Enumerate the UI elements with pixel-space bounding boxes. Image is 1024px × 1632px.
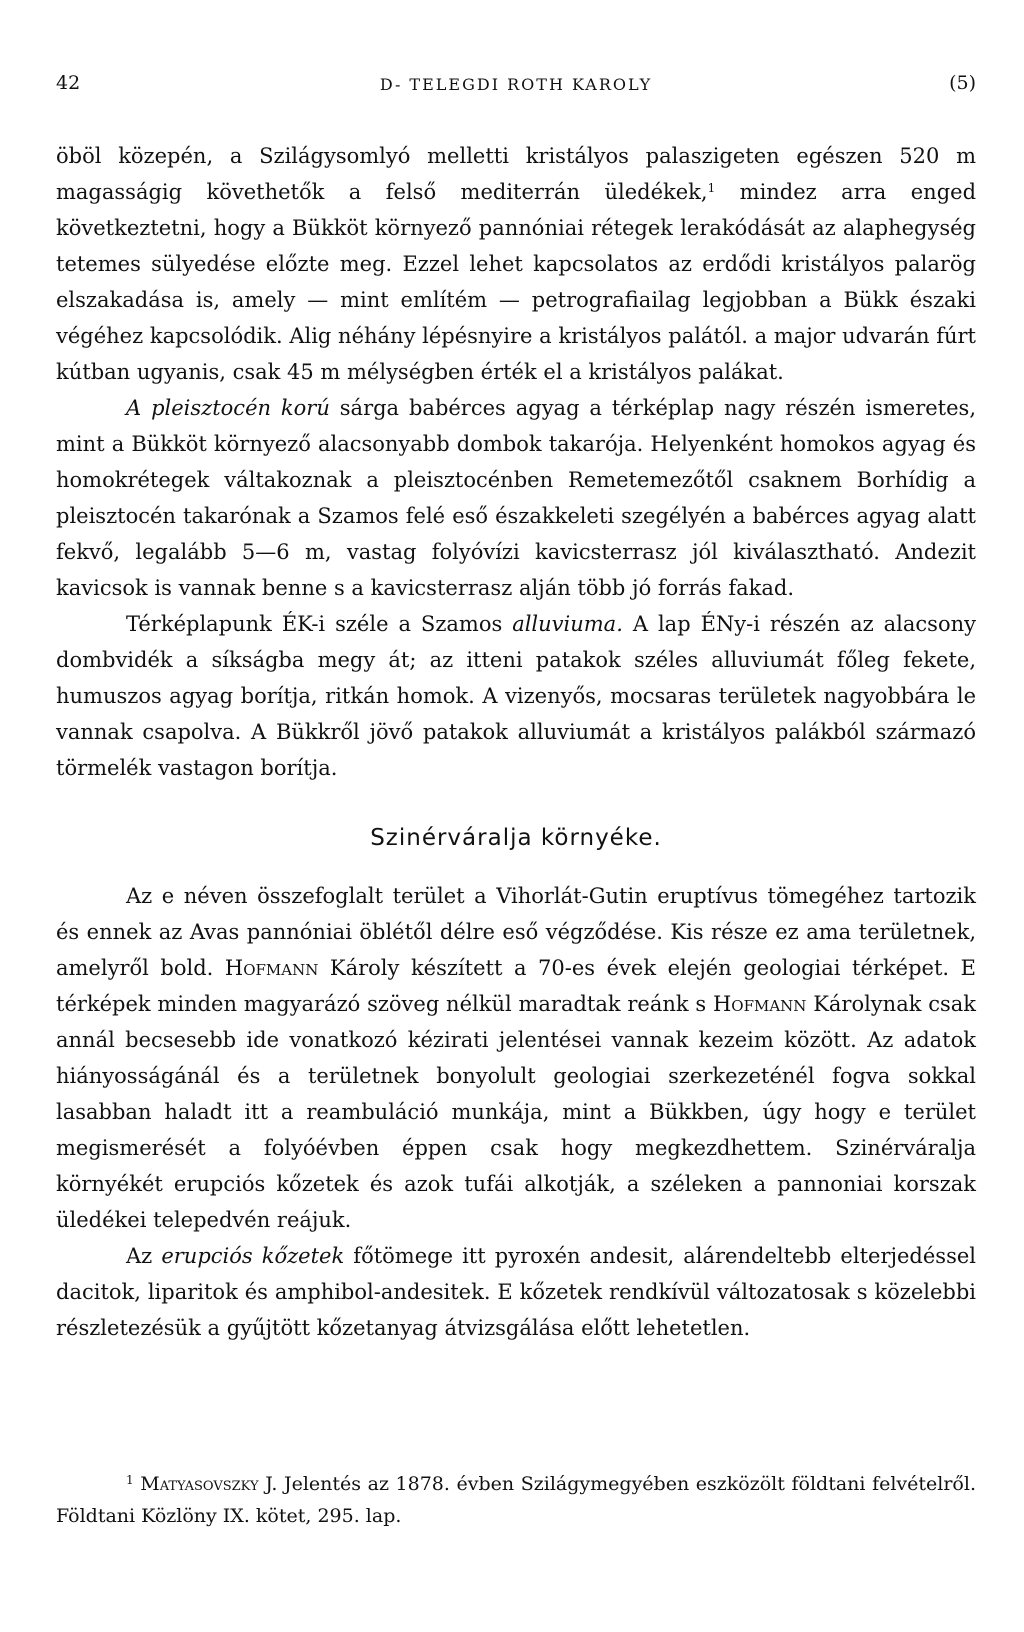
section-heading: Szinérváralja környéke. [370,825,662,851]
footnote [56,1468,976,1532]
small-caps-name: Hofmann [712,992,807,1016]
paragraphs-before-heading [56,138,976,786]
small-caps-name: Matyasovszky [140,1473,259,1495]
text-run: J. Jelentés az 1878. évben Szilágymegyében eszközölt földtani felvételről. Földtani Közlöny IX. kötet, 295. lap. [56,1473,976,1527]
text-run: Károly készített a 70-es évek elején geologiai térképet. E térképek minden magyarázó szöveg nélkül maradtak reánk s [56,956,976,1016]
text-run: sárga babérces agyag a térképlap nagy részén ismeretes, mint a Bükköt környező alacsonyabb dombok takarója. Helyenként homokos agyag és homokrétegek váltakoznak a pleisztocénben Remetemezőtől csaknem Borhídig a pleisztocén takarónak a Szamos felé eső északkeleti szegélyén a babérces agyag alatt fekvő, legalább 5—6 m, vastag folyóvízi kavicsterrasz jól kiválasztható. Andezit kavicsok is vannak benne s a kavicsterrasz alján több jó forrás fakad. [56,396,976,600]
paragraph [56,138,976,390]
paragraph [56,606,976,786]
paragraph [56,390,976,606]
text-run: mindez arra enged következtetni, hogy a Bükköt környező pannóniai rétegek lerakódását az alaphegység tetemes sülyedése előzte meg. Ezzel lehet kapcsolatos az erdődi kristályos palarög elszakadása is, amely — mint említém — petrografiailag legjobban a Bükk északi végéhez kapcsolódik. Alig néhány lépésnyire a kristályos palától. a major udvarán fúrt kútban ugyanis, csak 45 m mélységben érték el a kristályos palákat. [56,180,977,384]
running-title: D- TELEGDI ROTH KAROLY [379,75,653,94]
text-run: Térképlapunk ÉK-i széle a Szamos [126,612,513,636]
section-number: (5) [949,72,976,94]
italic-text: A pleisztocén korú [126,396,330,420]
text-run: Az [126,1244,162,1268]
paragraph [56,878,976,1238]
text-run: öböl közepén, a Szilágysomlyó melletti kristályos palaszigeten egészen 520 m magasságig követhetők a felső mediterrán üledékek, [56,144,976,204]
text-run: Károlynak csak annál becsesebb ide vonatkozó kézirati jelentései vannak kezeim között. Az adatok hiányosságánál és a területnek bonyolult geologiai szerkezeténél fogva sokkal lasabban haladt itt a reambuláció munkája, mint a Bükkben, úgy hogy e terület megismerését a folyóévben éppen csak hogy megkezdhettem. Szinérváralja környékét erupciós kőzetek és azok tufái alkotják, a széleken a pannoniai korszak üledékei telepedvén reájuk. [56,992,977,1232]
small-caps-name: Hofmann [224,956,319,980]
paragraphs-after-heading [56,878,976,1346]
document-page [56,72,976,1346]
footnote-marker: 1 [707,181,716,195]
page-number: 42 [56,72,81,94]
text-run: főtömege itt pyroxén andesit, alárendeltebb elterjedéssel dacitok, liparitok és amphibol-andesitek. E kőzetek rendkívül változatosak s közelebbi részletezésük a gyűjtött kőzetanyag átvizsgálása előtt lehetetlen. [56,1244,976,1340]
body-text [56,138,976,1346]
page-header [56,72,976,112]
paragraph [56,1238,976,1346]
italic-text: alluviuma. [512,612,623,636]
text-run: A lap ÉNy-i részén az alacsony dombvidék a síkságba megy át; az itteni patakok széles alluviumát főleg fekete, humuszos agyag borítja, ritkán homok. A vizenyős, mocsaras területek nagyobbára le vannak csapolva. A Bükkről jövő patakok alluviumát a kristályos palákból származó törmelék vastagon borítja. [56,612,976,780]
text-run: Az e néven összefoglalt terület a Vihorlát-Gutin eruptívus tömegéhez tartozik és ennek az Avas pannóniai öblétől délre eső végződése. Kis része ez ama területnek, amelyről bold. [56,884,976,980]
footnote-marker: 1 [126,1473,134,1487]
italic-text: erupciós kőzetek [161,1244,345,1268]
